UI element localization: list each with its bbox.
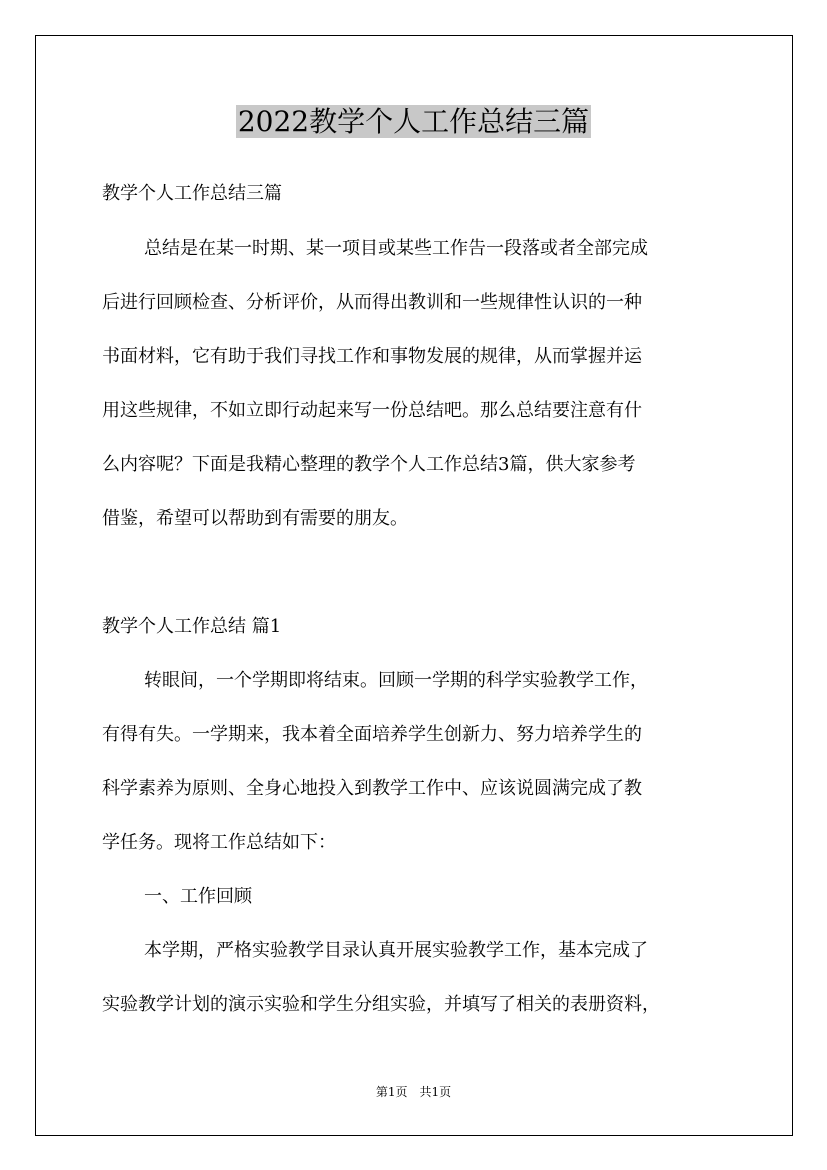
section-line: 本学期，严格实验教学目录认真开展实验教学工作，基本完成了 xyxy=(144,940,648,961)
section-line: 实验教学计划的演示实验和学生分组实验，并填写了相关的表册资料， xyxy=(102,994,660,1015)
intro-line: 么内容呢？下面是我精心整理的教学个人工作总结3篇，供大家参考 xyxy=(102,454,636,475)
subsection-heading: 一、工作回顾 xyxy=(144,886,252,907)
document-subtitle: 教学个人工作总结三篇 xyxy=(102,183,282,204)
document-title xyxy=(0,102,827,142)
page-footer: 第1页 共1页 xyxy=(375,1085,452,1099)
intro-line: 总结是在某一时期、某一项目或某些工作告一段落或者全部完成 xyxy=(144,238,648,259)
intro-line: 后进行回顾检查、分析评价，从而得出教训和一些规律性认识的一种 xyxy=(102,292,642,313)
section-line: 科学素养为原则、全身心地投入到教学工作中、应该说圆满完成了教 xyxy=(102,778,642,799)
document-title-text: 2022教学个人工作总结三篇 xyxy=(237,105,590,138)
section-line: 转眼间，一个学期即将结束。回顾一学期的科学实验教学工作， xyxy=(144,670,648,691)
intro-line: 用这些规律，不如立即行动起来写一份总结吧。那么总结要注意有什 xyxy=(102,400,642,421)
section-heading: 教学个人工作总结 篇1 xyxy=(102,616,282,637)
intro-line: 书面材料，它有助于我们寻找工作和事物发展的规律，从而掌握并运 xyxy=(102,346,642,367)
section-line: 有得有失。一学期来，我本着全面培养学生创新力、努力培养学生的 xyxy=(102,724,642,745)
intro-line: 借鉴，希望可以帮助到有需要的朋友。 xyxy=(102,508,408,529)
section-line: 学任务。现将工作总结如下： xyxy=(102,832,336,853)
